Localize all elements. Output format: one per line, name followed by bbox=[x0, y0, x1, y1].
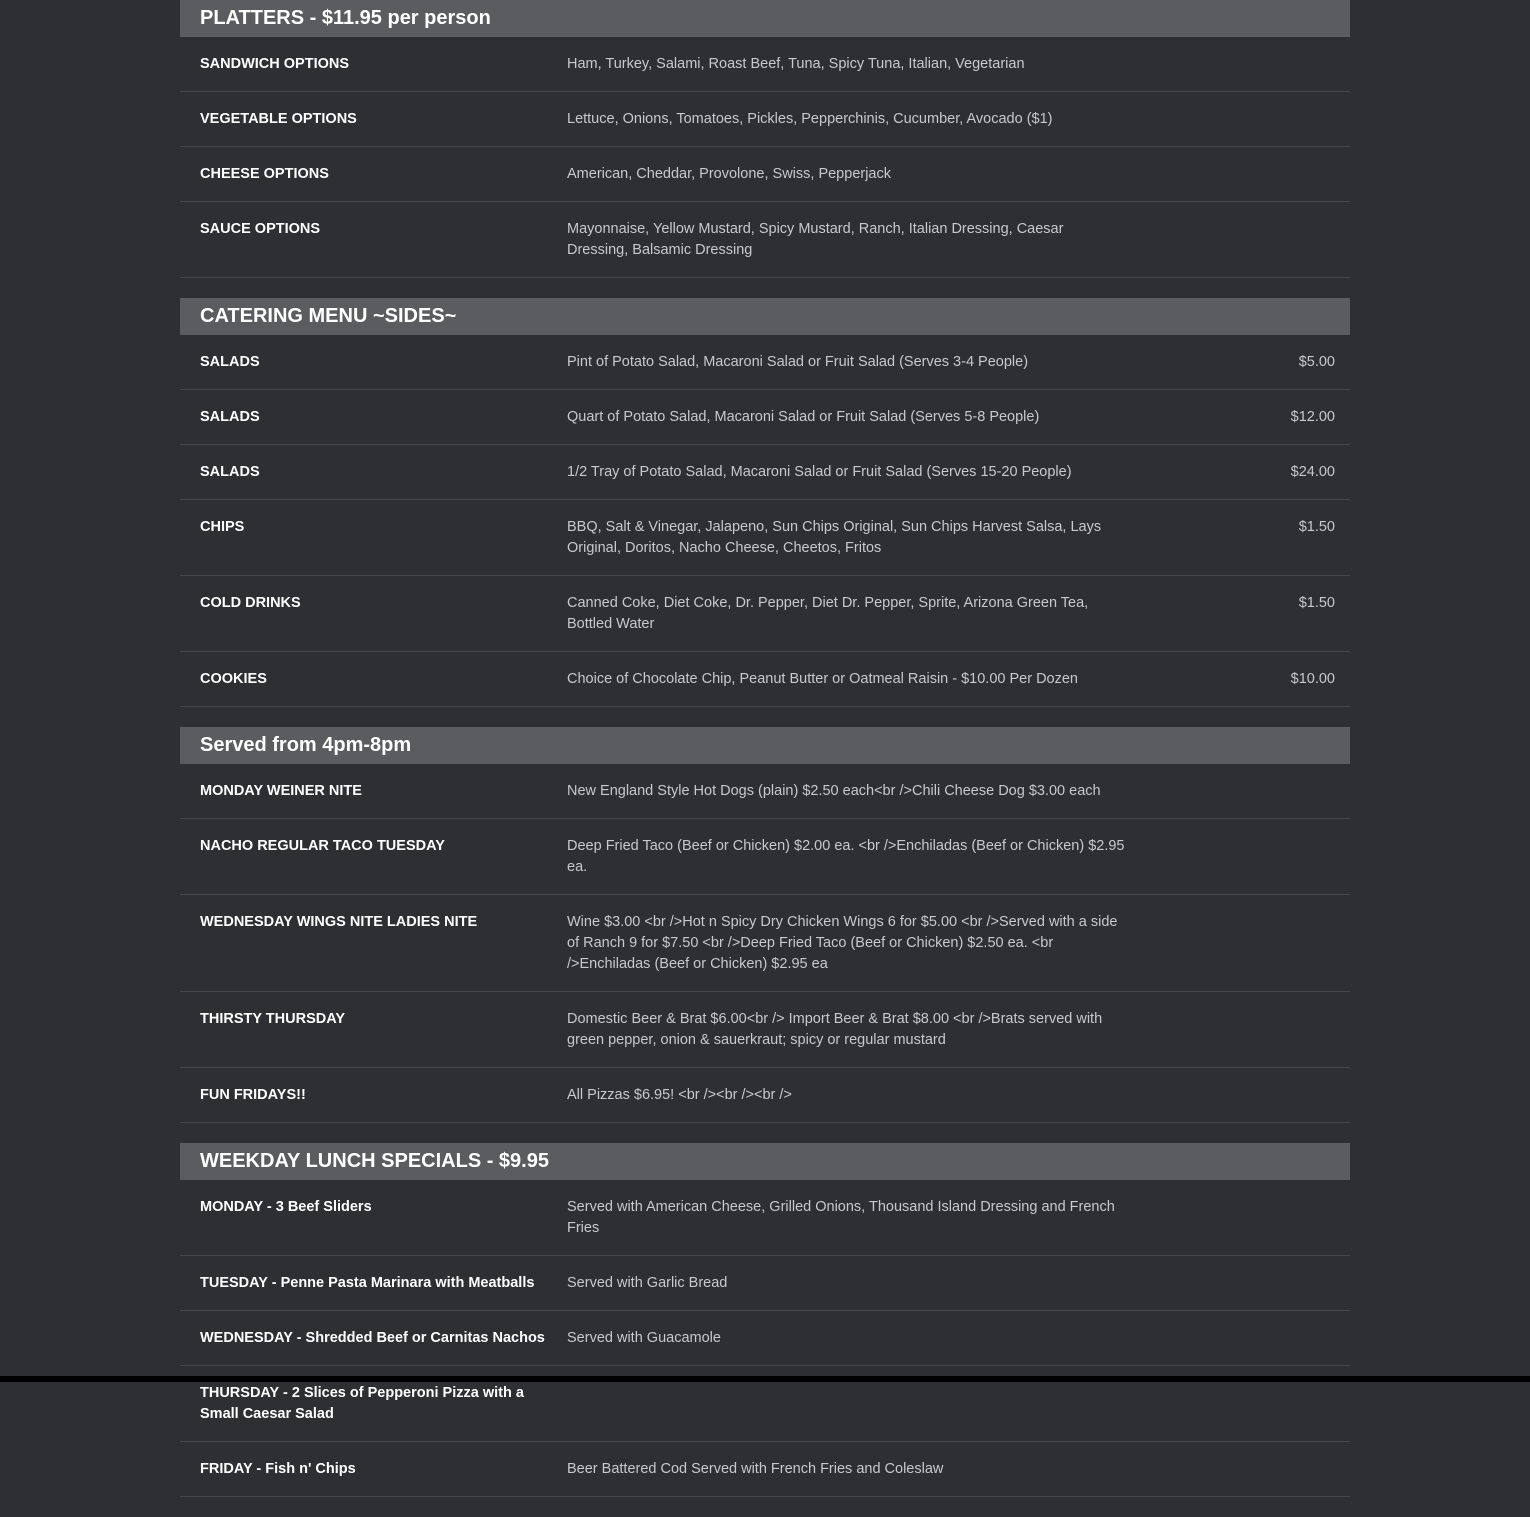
page-bottom-bar bbox=[0, 1376, 1530, 1382]
item-price: $12.00 bbox=[1290, 409, 1335, 425]
item-description: Wine $3.00 <br />Hot n Spicy Dry Chicken Wings 6 for $5.00 <br />Served with a side of Ranch 9 for $7.50 <br />Deep Fried Taco (Beef or Chicken) $2.50 ea. <br />Enchiladas (Beef or Chicken) $2.95 ea bbox=[567, 914, 1118, 972]
menu-section bbox=[180, 727, 1350, 1123]
item-description: Choice of Chocolate Chip, Peanut Butter or Oatmeal Raisin - $10.00 Per Dozen bbox=[567, 671, 1078, 687]
item-name: FRIDAY - Fish n' Chips bbox=[200, 1461, 356, 1477]
item-price: $5.00 bbox=[1298, 354, 1335, 370]
item-description: New England Style Hot Dogs (plain) $2.50 each<br />Chili Cheese Dog $3.00 each bbox=[567, 783, 1101, 799]
menu-row bbox=[180, 819, 1350, 895]
menu-section bbox=[180, 298, 1350, 707]
item-name: WEDNESDAY - Shredded Beef or Carnitas Nachos bbox=[200, 1330, 545, 1346]
item-price bbox=[1127, 781, 1350, 802]
item-price bbox=[1127, 164, 1350, 185]
item-price: $24.00 bbox=[1290, 464, 1335, 480]
menu-row bbox=[180, 895, 1350, 992]
item-description: Pint of Potato Salad, Macaroni Salad or Fruit Salad (Serves 3-4 People) bbox=[567, 354, 1029, 370]
menu-container bbox=[180, 0, 1350, 1517]
menu-row bbox=[180, 1180, 1350, 1256]
menu-section bbox=[180, 0, 1350, 278]
item-description: Served with Garlic Bread bbox=[567, 1275, 728, 1291]
menu-row bbox=[180, 445, 1350, 500]
menu-row bbox=[180, 500, 1350, 576]
item-price: $10.00 bbox=[1290, 671, 1335, 687]
item-name: THURSDAY - 2 Slices of Pepperoni Pizza with a Small Caesar Salad bbox=[200, 1385, 524, 1422]
item-name: NACHO REGULAR TACO TUESDAY bbox=[200, 838, 445, 854]
section-title: Served from 4pm-8pm bbox=[200, 734, 412, 756]
menu-row bbox=[180, 652, 1350, 707]
item-price bbox=[1127, 1273, 1350, 1294]
section-header bbox=[180, 298, 1350, 335]
item-price bbox=[1127, 219, 1350, 261]
section-header bbox=[180, 727, 1350, 764]
menu-row bbox=[180, 764, 1350, 819]
item-name: MONDAY - 3 Beef Sliders bbox=[200, 1199, 372, 1215]
item-name: THIRSTY THURSDAY bbox=[200, 1011, 346, 1027]
menu-row bbox=[180, 1311, 1350, 1366]
item-description: Served with Guacamole bbox=[567, 1330, 721, 1346]
menu-row bbox=[180, 576, 1350, 652]
menu-row bbox=[180, 1442, 1350, 1497]
item-name: COOKIES bbox=[200, 671, 267, 687]
item-description: Mayonnaise, Yellow Mustard, Spicy Mustard, Ranch, Italian Dressing, Caesar Dressing, Balsamic Dressing bbox=[567, 221, 1064, 258]
item-description: Served with American Cheese, Grilled Onions, Thousand Island Dressing and French Fries bbox=[567, 1199, 1115, 1236]
section-title: CATERING MENU ~SIDES~ bbox=[200, 305, 457, 327]
item-description: 1/2 Tray of Potato Salad, Macaroni Salad or Fruit Salad (Serves 15-20 People) bbox=[567, 464, 1072, 480]
item-price bbox=[1127, 1197, 1350, 1239]
item-name: SALADS bbox=[200, 354, 260, 370]
item-description bbox=[567, 1383, 1127, 1425]
item-price bbox=[1127, 836, 1350, 878]
menu-row bbox=[180, 992, 1350, 1068]
item-description: All Pizzas $6.95! <br /><br /><br /> bbox=[567, 1087, 792, 1103]
item-price bbox=[1127, 1459, 1350, 1480]
item-name: SALADS bbox=[200, 464, 260, 480]
menu-row bbox=[180, 1256, 1350, 1311]
item-description: American, Cheddar, Provolone, Swiss, Pepperjack bbox=[567, 166, 891, 182]
item-name: CHEESE OPTIONS bbox=[200, 166, 329, 182]
item-price: $1.50 bbox=[1298, 595, 1335, 611]
section-header bbox=[180, 0, 1350, 37]
item-name: SAUCE OPTIONS bbox=[200, 221, 321, 237]
item-price bbox=[1127, 1383, 1350, 1425]
item-name: MONDAY WEINER NITE bbox=[200, 783, 362, 799]
item-price bbox=[1127, 1085, 1350, 1106]
item-name: WEDNESDAY WINGS NITE LADIES NITE bbox=[200, 914, 478, 930]
menu-row bbox=[180, 92, 1350, 147]
item-description: Beer Battered Cod Served with French Fries and Coleslaw bbox=[567, 1461, 944, 1477]
item-price bbox=[1127, 1009, 1350, 1051]
section-title: WEEKDAY LUNCH SPECIALS - $9.95 bbox=[200, 1150, 549, 1172]
section-header bbox=[180, 1143, 1350, 1180]
item-price bbox=[1127, 1328, 1350, 1349]
item-description: Quart of Potato Salad, Macaroni Salad or Fruit Salad (Serves 5-8 People) bbox=[567, 409, 1040, 425]
menu-row bbox=[180, 335, 1350, 390]
item-price bbox=[1127, 912, 1350, 975]
item-name: SANDWICH OPTIONS bbox=[200, 56, 350, 72]
item-description: Domestic Beer & Brat $6.00<br /> Import Beer & Brat $8.00 <br />Brats served with green pepper, onion & sauerkraut; spicy or regular mustard bbox=[567, 1011, 1103, 1048]
menu-row bbox=[180, 390, 1350, 445]
item-description: BBQ, Salt & Vinegar, Jalapeno, Sun Chips Original, Sun Chips Harvest Salsa, Lays Original, Doritos, Nacho Cheese, Cheetos, Fritos bbox=[567, 519, 1102, 556]
item-name: VEGETABLE OPTIONS bbox=[200, 111, 357, 127]
item-name: TUESDAY - Penne Pasta Marinara with Meatballs bbox=[200, 1275, 535, 1291]
item-description: Deep Fried Taco (Beef or Chicken) $2.00 ea. <br />Enchiladas (Beef or Chicken) $2.95 ea. bbox=[567, 838, 1125, 875]
item-price bbox=[1127, 109, 1350, 130]
item-name: COLD DRINKS bbox=[200, 595, 301, 611]
section-title: PLATTERS - $11.95 per person bbox=[200, 7, 491, 29]
menu-row bbox=[180, 147, 1350, 202]
menu-row bbox=[180, 37, 1350, 92]
menu-row bbox=[180, 1068, 1350, 1123]
item-name: FUN FRIDAYS!! bbox=[200, 1087, 306, 1103]
item-description: Lettuce, Onions, Tomatoes, Pickles, Pepperchinis, Cucumber, Avocado ($1) bbox=[567, 111, 1053, 127]
menu-section bbox=[180, 1143, 1350, 1497]
menu-row bbox=[180, 202, 1350, 278]
item-description: Canned Coke, Diet Coke, Dr. Pepper, Diet Dr. Pepper, Sprite, Arizona Green Tea, Bottled Water bbox=[567, 595, 1089, 632]
item-price bbox=[1127, 54, 1350, 75]
item-name: SALADS bbox=[200, 409, 260, 425]
item-description: Ham, Turkey, Salami, Roast Beef, Tuna, Spicy Tuna, Italian, Vegetarian bbox=[567, 56, 1025, 72]
item-name: CHIPS bbox=[200, 519, 245, 535]
item-price: $1.50 bbox=[1298, 519, 1335, 535]
